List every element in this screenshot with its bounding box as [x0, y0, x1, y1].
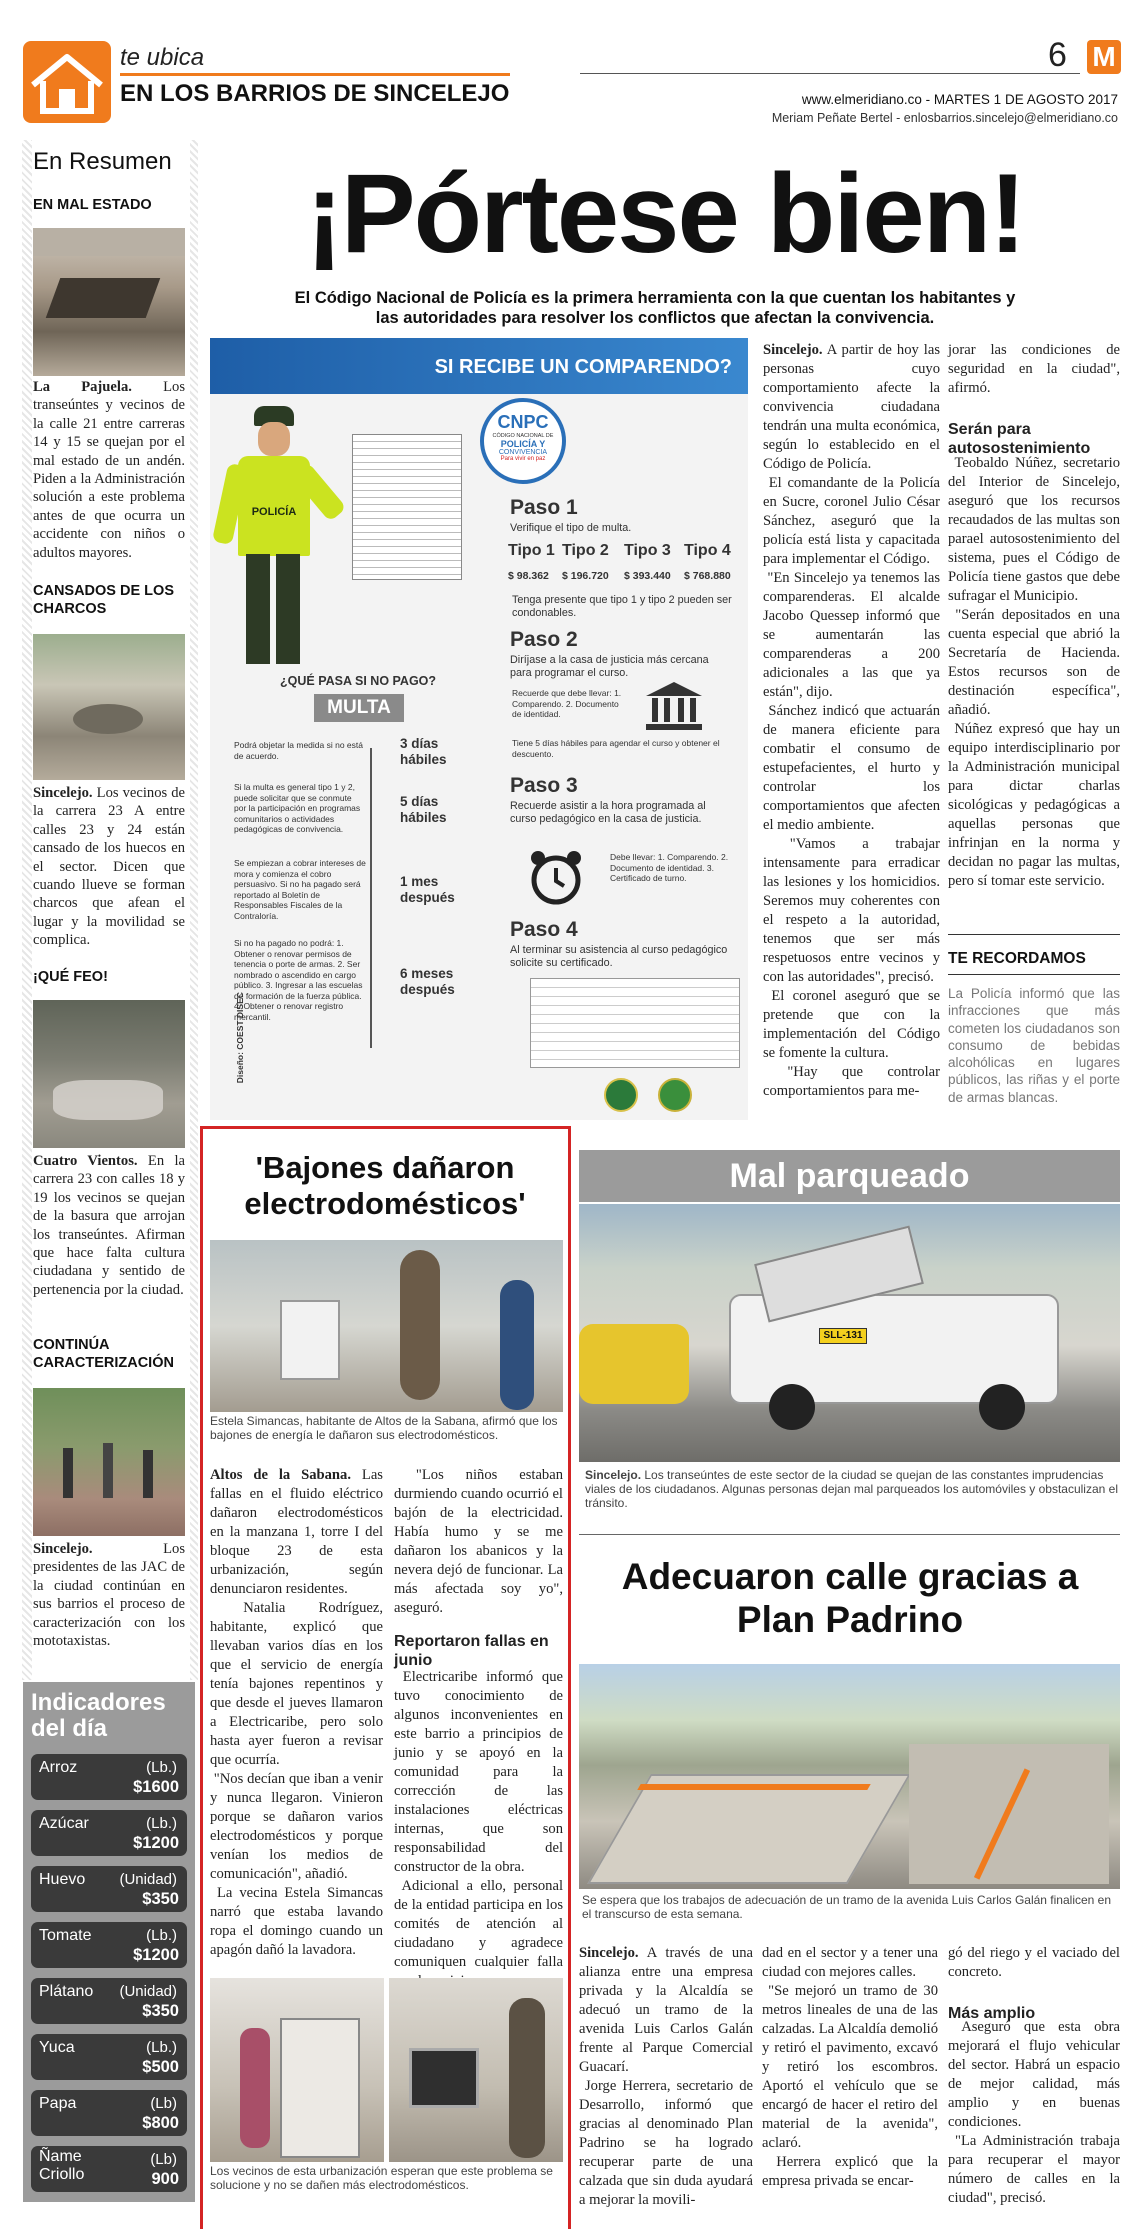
fine-type: Tipo 1 — [508, 542, 555, 559]
condition-text: Podrá objetar la medida si no está de acuerdo. — [234, 740, 363, 761]
step2-note2: Tiene 5 días hábiles para agendar el curso y obtener el descuento. — [512, 738, 720, 759]
plan-col1: Sincelejo. A través de una alianza entre una empresa privada y la Alcaldía se adecuó un tramo de la avenida Luis Carlos Galán frente al Parque Comercial Guacarí. Jorge Herrera, secretario de Desarrollo, informó que gracias al denominado Plan Padrino se ha logrado recuperar parte de una calzada que sin duda ayudará a mejorar la movili- — [579, 1945, 753, 2208]
page-number: 6 — [1048, 36, 1067, 74]
sidebar-text-3 — [33, 1152, 185, 1299]
step1-title: Paso 1 — [510, 496, 578, 519]
infographic-credit: Diseño: COEST DISEC — [234, 992, 245, 1084]
sidebar-lead-3: Cuatro Vientos. — [33, 1153, 138, 1169]
condition-text: Si no ha pagado no podrá: 1. Obtener o renovar permisos de tenencia o porte de armas. 2. Ser nombrado o ascendido en cargo público. 3. Ingresar a las escuelas de formación de la fuerza pública. 4. Obtener o renovar registro mercantil. — [234, 938, 363, 1022]
main-deck: El Código Nacional de Policía es la primera herramienta con la que cuentan los habitantes y las autoridades para resolver los conflictos que afectan la convivencia. — [294, 289, 1016, 327]
indicator-unit: (Unidad) — [119, 1983, 177, 2000]
indicator-unit: (Lb.) — [146, 1759, 177, 1776]
fine-type: Tipo 4 — [684, 542, 731, 559]
sidebar-photo-1 — [33, 228, 185, 376]
sidebar-heading-3: ¡QUÉ FEO! — [33, 969, 108, 985]
step1-note: Tenga presente que tipo 1 y tipo 2 pueden ser condonables. — [512, 594, 732, 619]
parqueado-caption: Sincelejo. Los transeúntes de este sector de la ciudad se quejan de las constantes imprudencias viales de los ciudadanos. Algunas personas dejan mal parqueados los automóviles y obstaculizan el tránsito. — [585, 1468, 1118, 1510]
indicator-unit: (Unidad) — [119, 1871, 177, 1888]
police-officer-figure — [210, 404, 340, 674]
main-headline: ¡Pórtese bien! — [305, 151, 1025, 276]
bajones-caption-2: Los vecinos de esta urbanización esperan que este problema se solucione y no se dañen más electrodomésticos. — [210, 2164, 553, 2192]
plan-caption: Se espera que los trabajos de adecuación de un tramo de la avenida Luis Carlos Galán finalicen en el transcurso de esta semana. — [582, 1893, 1112, 1921]
indicator-name: Plátano — [39, 1983, 94, 2000]
condition-text: Si la multa es general tipo 1 y 2, puede solicitar que se conmute por la participación en programas comunitarios o actividades pedagógicas de convivencia. — [234, 782, 361, 834]
emblem-right — [658, 1078, 692, 1112]
remember-rule-2 — [948, 974, 1120, 975]
indicator-price: $1600 — [133, 1778, 179, 1796]
step1-text: Verifique el tipo de multa. — [510, 522, 632, 534]
condition-time: 5 días hábiles — [400, 794, 447, 825]
indicator-unit: (Lb.) — [146, 1927, 177, 1944]
bajones-title: 'Bajones dañaron electrodomésticos' — [244, 1150, 526, 1221]
indicator-row — [31, 2146, 187, 2192]
main-article-col2a: jorar las condiciones de seguridad en la ciudad", afirmó. — [948, 342, 1120, 396]
plan-subhead: Más amplio — [948, 2005, 1036, 2022]
cnpc-logo-line2: POLICÍA Y — [500, 439, 546, 449]
indicator-unit: (Lb.) — [146, 2039, 177, 2056]
step2-note1: Recuerde que debe llevar: 1. Comparendo. 2. Documento de identidad. — [512, 688, 622, 719]
alarm-clock-icon — [526, 848, 586, 908]
sidebar-text-2 — [33, 784, 185, 950]
plan-col3a: gó del riego y el vaciado del concreto. — [948, 1945, 1120, 1980]
sidebar-body-2: Los vecinos de la carrera 23 A entre calles 23 y 24 están cansado de los huecos en el sector. Dicen que cuando llueve se forman charcos que afean el lugar y la movilidad se complica. — [33, 785, 185, 949]
remember-text: La Policía informó que las infracciones que más cometen los ciudadanos son consumo de bebidas alcohólicas en lugares públicos, las riñas y el porte de armas blancas. — [948, 986, 1120, 1105]
bajones-subhead: Reportaron fallas en junio — [394, 1633, 549, 1669]
plan-col2: dad en el sector y a tener una ciudad con mejores calles. "Se mejoró un tramo de 30 metros lineales de una de las calzadas. La Alcaldía demolió y retiró el pavimento, excavó y retiró los escombros. Aportó el vehículo que se encargó de hacer el retiro del material de la avenida", aclaró. Herrera explicó que la empresa privada se encar- — [762, 1945, 938, 2189]
indicator-row — [31, 1866, 187, 1912]
sidebar-text-1 — [33, 378, 185, 562]
license-plate: SLL-131 — [819, 1328, 867, 1344]
step4-title: Paso 4 — [510, 918, 578, 941]
fine-amount: $ 393.440 — [624, 570, 671, 582]
courthouse-icon — [642, 678, 706, 732]
indicator-price: $350 — [142, 1890, 179, 1908]
indicator-name: Tomate — [39, 1927, 92, 1944]
header-rule — [580, 73, 1080, 74]
remember-title: TE RECORDAMOS — [948, 950, 1086, 967]
cnpc-logo-line3: CONVIVENCIA — [498, 449, 548, 456]
bajones-caption-1: Estela Simancas, habitante de Altos de la Sabana, afirmó que los bajones de energía le dañaron sus electrodomésticos. — [210, 1414, 558, 1442]
certificate-image — [530, 978, 740, 1068]
house-icon — [23, 41, 111, 123]
indicator-name: Huevo — [39, 1871, 86, 1888]
indicator-price: 900 — [151, 2170, 179, 2188]
sidebar-pattern-right — [190, 140, 198, 1680]
main-article-col1: Sincelejo. A partir de hoy las personas cuyo comportamiento afecte la convivencia ciudadana tendrán una multa económica, según lo establecido en el Código de Policía. El comandante de la Policía en Sucre, coronel Julio César Sánchez, aseguró que la policía está lista y capacitada para implementar el Código. "En Sincelejo ya tenemos las comparenderas. El alcalde Jacobo Quessep informó que se aumentarán las comparenderas a 200 adicionales a las que ya están", dijo. Sánchez indicó que actuarán de manera eficiente para combatir el consumo de estupefacientes, el hurto y controlar los comportamientos que afecten el medio ambiente. "Vamos a trabajar intensamente para erradicar las lesiones y los homicidios. Seremos muy coherentes con el respeto a la autoridad, tenemos que ser más respetuosos entre vecinos y con las autoridades", precisó. El coronel aseguró que se pretende que con la implementación del Código se fomente la cultura. "Hay que controlar comportamientos para me- — [763, 342, 940, 1099]
bajones-photo-2 — [210, 1978, 384, 2162]
sidebar-pattern-left — [22, 140, 32, 1680]
condition-time: 6 meses después — [400, 966, 455, 997]
fine-amount: $ 98.362 — [508, 570, 549, 582]
byline: Meriam Peñate Bertel - enlosbarrios.sincelejo@elmeridiano.co — [771, 111, 1118, 125]
indicator-row — [31, 1978, 187, 2024]
sidebar-body-3: En la carrera 23 con calles 18 y 19 los vecinos se quejan de la basura que arrojan los transeúntes. Afirman que hace falta cultura ciudadana y sentido de pertenencia por la ciudad. — [33, 1153, 185, 1298]
indicator-name: Azúcar — [39, 1815, 89, 1832]
infographic-banner: SI RECIBE UN COMPARENDO? — [210, 338, 748, 394]
step3-text: Recuerde asistir a la hora programada al curso pedagógico en la casa de justicia. — [510, 800, 706, 825]
cnpc-logo-line1: CÓDIGO NACIONAL DE — [492, 433, 554, 439]
plan-photo — [579, 1664, 1120, 1889]
parqueado-photo — [579, 1204, 1120, 1462]
condition-time: 1 mes después — [400, 874, 455, 905]
indicator-price: $350 — [142, 2002, 179, 2020]
step2-title: Paso 2 — [510, 628, 578, 651]
indicator-price: $1200 — [133, 1834, 179, 1852]
indicator-row — [31, 1922, 187, 1968]
citation-form-image — [352, 434, 462, 580]
main-article-col2b: Teobaldo Núñez, secretario del Interior de Sincelejo, aseguró que los recursos recaudados de las multas son parael autosostenimiento del sistema, pues el Código de Policía tiene gastos que debe sufragar el Municipio. "Serán depositados en una cuenta especial que abrió la Secretaría de Hacienda. Estos recursos son de destinación específica", añadió. Núñez expresó que hay un equipo interdisciplinario por la Administración municipal para dictar charlas sicológicas y pedagógicas a aquellas personas que infrinjan en la norma y decidan no pagar las multas, pero sí tomar este servicio. — [948, 455, 1120, 889]
indicator-row — [31, 2034, 187, 2080]
sidebar-body-4: Los presidentes de las JAC de la ciudad continúan en sus barrios el proceso de caracterización con los mototaxistas. — [33, 1541, 185, 1650]
bajones-col2a: "Los niños estaban durmiendo cuando ocurrió el bajón de la electricidad. Había humo y se me dañaron los abanicos y la nevera dejó de funcionar. La más afectada soy yo", aseguró. — [394, 1467, 563, 1616]
indicator-row — [31, 1754, 187, 1800]
condition-text: Se empiezan a cobrar intereses de mora y comienza el cobro persuasivo. Si no ha pagado será reportado al Boletín de Responsables Fiscales de la Contraloría. — [234, 858, 366, 921]
indicator-unit: (Lb) — [150, 2151, 177, 2168]
section-underline — [120, 73, 510, 76]
indicator-row — [31, 2090, 187, 2136]
sidebar-photo-3 — [33, 1000, 185, 1148]
sidebar-body-1: Los transeúntes y vecinos de la calle 21 entre carreras 14 y 15 se quejan por el mal estado de un andén. Piden a la Administración solución a este problema antes de que ocurra un accidente con niños o adultos mayores. — [33, 379, 185, 561]
indicators-title: Indicadores del día — [31, 1689, 166, 1742]
main-article-subhead: Serán para autosostenimiento — [948, 421, 1091, 457]
fine-type: Tipo 2 — [562, 542, 609, 559]
plan-title: Adecuaron calle gracias a Plan Padrino — [621, 1556, 1079, 1640]
indicator-name: Yuca — [39, 2039, 75, 2056]
sidebar-photo-2 — [33, 634, 185, 780]
unpaid-question: ¿QUÉ PASA SI NO PAGO? — [280, 674, 437, 688]
sidebar-heading-1: EN MAL ESTADO — [33, 197, 152, 213]
fine-amount: $ 196.720 — [562, 570, 609, 582]
plan-col3b: Aseguró que esta obra mejorará el flujo vehicular del sector. Habrá un espacio de mejor calidad, más amplio y en buenas condiciones. "La Administración trabaja para recuperar el mayor número de calles en la ciudad", precisó. — [948, 2019, 1120, 2206]
section-subtitle: te ubica — [120, 44, 205, 71]
step3-note: Debe llevar: 1. Comparendo. 2. Documento de identidad. 3. Certificado de turno. — [610, 852, 729, 883]
indicator-name: Ñame Criollo — [39, 2148, 85, 2183]
sidebar-title: En Resumen — [33, 148, 172, 175]
fine-type: Tipo 3 — [624, 542, 671, 559]
indicator-price: $800 — [142, 2114, 179, 2132]
section-logo — [23, 41, 111, 123]
sidebar-heading-2: CANSADOS DE LOS CHARCOS — [33, 583, 174, 617]
sidebar-lead-2: Sincelejo. — [33, 785, 93, 801]
step3-title: Paso 3 — [510, 774, 578, 797]
cnpc-logo — [480, 398, 566, 484]
brand-logo: M — [1087, 40, 1121, 74]
indicator-price: $500 — [142, 2058, 179, 2076]
sidebar-heading-4: CONTINÚA CARACTERIZACIÓN — [33, 1337, 174, 1371]
indicator-unit: (Lb.) — [146, 1815, 177, 1832]
sidebar-photo-4 — [33, 1388, 185, 1536]
condition-time: 3 días hábiles — [400, 736, 447, 767]
bajones-photo-1 — [210, 1240, 563, 1412]
indicator-price: $1200 — [133, 1946, 179, 1964]
sidebar-text-4 — [33, 1540, 185, 1650]
indicator-name: Papa — [39, 2095, 77, 2112]
step4-text: Al terminar su asistencia al curso pedagógico solicite su certificado. — [510, 944, 728, 969]
bajones-col2b: Electricaribe informó que tuvo conocimiento de algunos inconvenientes en este barrio a principios de junio y se apoyó en la comunidad para la corrección de las instalaciones eléctricas internas, que son responsabilidad del constructor de la obra. Adicional a ello, personal de la entidad participa en los comités de atención al ciudadano y agradece comuniquen cualquier falla — [394, 1669, 563, 1970]
parqueado-title: Mal parqueado — [579, 1150, 1120, 1202]
remember-rule — [948, 934, 1120, 935]
section-title: EN LOS BARRIOS DE SINCELEJO — [120, 80, 510, 107]
step2-text: Diríjase a la casa de justicia más cercana para programar el curso. — [510, 654, 709, 679]
emblem-left — [604, 1078, 638, 1112]
infographic — [210, 338, 748, 1120]
indicator-name: Arroz — [39, 1759, 78, 1776]
indicators-box — [23, 1682, 195, 2202]
cnpc-logo-line4: Para vivir en paz — [500, 456, 546, 462]
dateline: www.elmeridiano.co - MARTES 1 DE AGOSTO 2017 — [801, 92, 1118, 107]
sidebar-lead-1: La Pajuela. — [33, 379, 132, 395]
indicator-row — [31, 1810, 187, 1856]
indicator-unit: (Lb) — [150, 2095, 177, 2112]
bajones-photo-3 — [389, 1978, 563, 2162]
vest-label: POLICÍA — [251, 506, 297, 518]
multa-label: MULTA — [314, 694, 404, 722]
cnpc-logo-acronym: CNPC — [497, 412, 549, 432]
fine-amount: $ 768.880 — [684, 570, 731, 582]
sidebar-lead-4: Sincelejo. — [33, 1541, 93, 1557]
parqueado-rule — [579, 1534, 1120, 1535]
bajones-col1: Altos de la Sabana. Las fallas en el fluido eléctrico dañaron electrodomésticos en la manzana 1, torre I del bloque 23 de esta urbanización, según denunciaron residentes. Natalia Rodríguez, habitante, explicó que llevaban varios días en los que el servicio de energía tenía bajones repentinos y que desde el jueves llamaron a Electricaribe, pero solo hasta ayer fueron a revisar que ocurría. "Nos decían que iban a venir y nunca llegaron. Vinieron porque se dañaron varios electrodomésticos y porque venían los medios de comunicación", añadió. La vecina Estela Simancas narró que estaba lavando ropa el domingo cuando un apagón dañó la lavadora. — [210, 1467, 383, 1958]
